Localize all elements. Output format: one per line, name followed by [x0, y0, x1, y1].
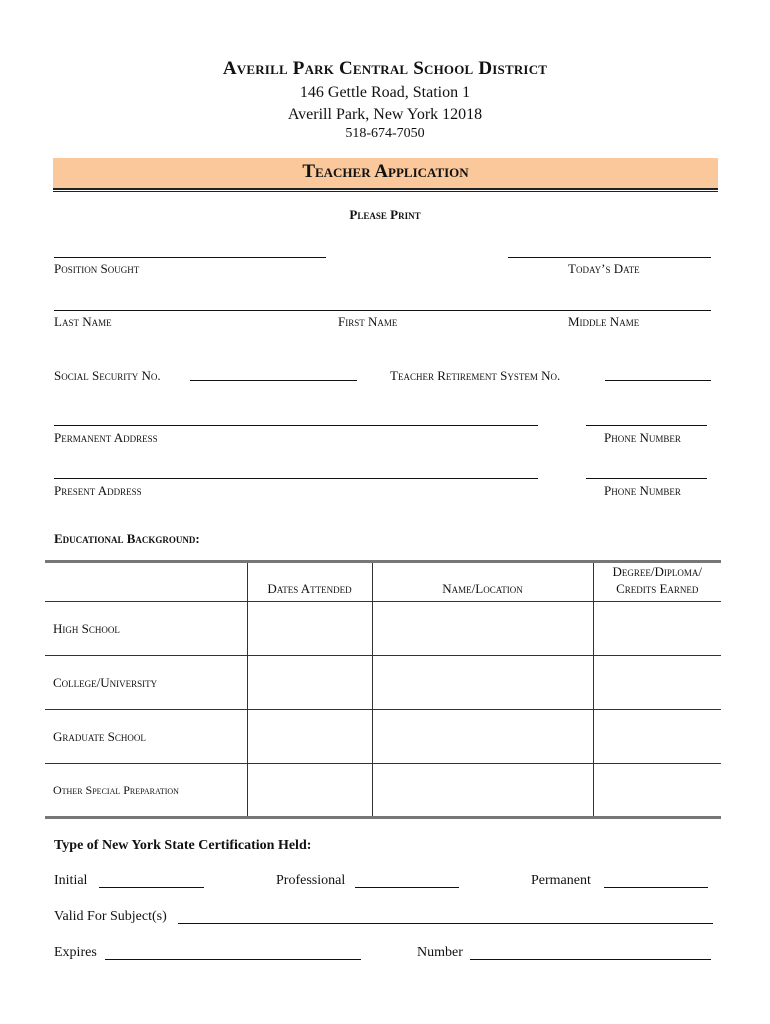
dates-attended-header: Dates Attended — [247, 562, 372, 602]
college-degree-cell[interactable] — [593, 656, 721, 710]
education-header-row — [45, 562, 721, 602]
professional-input[interactable] — [355, 887, 459, 888]
valid-for-label: Valid For Subject(s) — [54, 909, 167, 924]
permanent-phone-label: Phone Number — [604, 430, 681, 445]
form-title: Teacher Application — [302, 161, 469, 182]
district-name: Averill Park Central School District — [222, 58, 548, 79]
college-dates-cell[interactable] — [247, 656, 372, 710]
ssn-input[interactable] — [190, 380, 357, 381]
education-table — [45, 560, 721, 819]
initial-input[interactable] — [99, 887, 204, 888]
graduate-dates-cell[interactable] — [247, 710, 372, 764]
degree-header: Degree/Diploma/ Credits Earned — [593, 562, 721, 602]
certification-heading: Type of New York State Certification Held: — [54, 838, 312, 853]
district-phone: 518-674-7050 — [345, 126, 425, 141]
name-input[interactable] — [54, 310, 711, 311]
table-row — [45, 764, 721, 818]
banner-rule — [53, 191, 718, 192]
number-input[interactable] — [470, 959, 711, 960]
graduate-degree-cell[interactable] — [593, 710, 721, 764]
name-location-header: Name/Location — [372, 562, 593, 602]
row-label-other: Other Special Preparation — [45, 764, 247, 818]
expires-label: Expires — [54, 945, 97, 960]
ssn-label: Social Security No. — [54, 368, 161, 383]
present-address-input[interactable] — [54, 478, 538, 479]
position-sought-input[interactable] — [54, 257, 326, 258]
education-heading: Educational Background: — [54, 531, 200, 546]
address-line-1: 146 Gettle Road, Station 1 — [299, 84, 471, 101]
high-school-dates-cell[interactable] — [247, 602, 372, 656]
permanent-phone-input[interactable] — [586, 425, 707, 426]
table-row — [45, 602, 721, 656]
row-label-graduate: Graduate School — [45, 710, 247, 764]
trs-label: Teacher Retirement System No. — [390, 368, 561, 383]
number-label: Number — [417, 945, 463, 960]
other-dates-cell[interactable] — [247, 764, 372, 818]
permanent-input[interactable] — [604, 887, 708, 888]
table-row — [45, 656, 721, 710]
row-label-college: College/University — [45, 656, 247, 710]
high-school-location-cell[interactable] — [372, 602, 593, 656]
todays-date-input[interactable] — [508, 257, 711, 258]
graduate-location-cell[interactable] — [372, 710, 593, 764]
other-location-cell[interactable] — [372, 764, 593, 818]
todays-date-label: Today’s Date — [568, 261, 640, 276]
present-address-label: Present Address — [54, 483, 142, 498]
table-row — [45, 710, 721, 764]
last-name-label: Last Name — [54, 314, 112, 329]
college-location-cell[interactable] — [372, 656, 593, 710]
please-print-note: Please Print — [349, 207, 421, 222]
permanent-label: Permanent — [531, 873, 591, 888]
permanent-address-label: Permanent Address — [54, 430, 158, 445]
first-name-label: First Name — [338, 314, 398, 329]
initial-label: Initial — [54, 873, 88, 888]
valid-for-input[interactable] — [178, 923, 713, 924]
title-banner — [53, 158, 718, 190]
high-school-degree-cell[interactable] — [593, 602, 721, 656]
address-line-2: Averill Park, New York 12018 — [287, 106, 483, 123]
permanent-address-input[interactable] — [54, 425, 538, 426]
row-label-high-school: High School — [45, 602, 247, 656]
present-phone-label: Phone Number — [604, 483, 681, 498]
expires-input[interactable] — [105, 959, 361, 960]
middle-name-label: Middle Name — [568, 314, 640, 329]
professional-label: Professional — [276, 873, 346, 888]
education-col-blank — [45, 562, 247, 602]
other-degree-cell[interactable] — [593, 764, 721, 818]
position-sought-label: Position Sought — [54, 261, 140, 276]
trs-input[interactable] — [605, 380, 711, 381]
present-phone-input[interactable] — [586, 478, 707, 479]
